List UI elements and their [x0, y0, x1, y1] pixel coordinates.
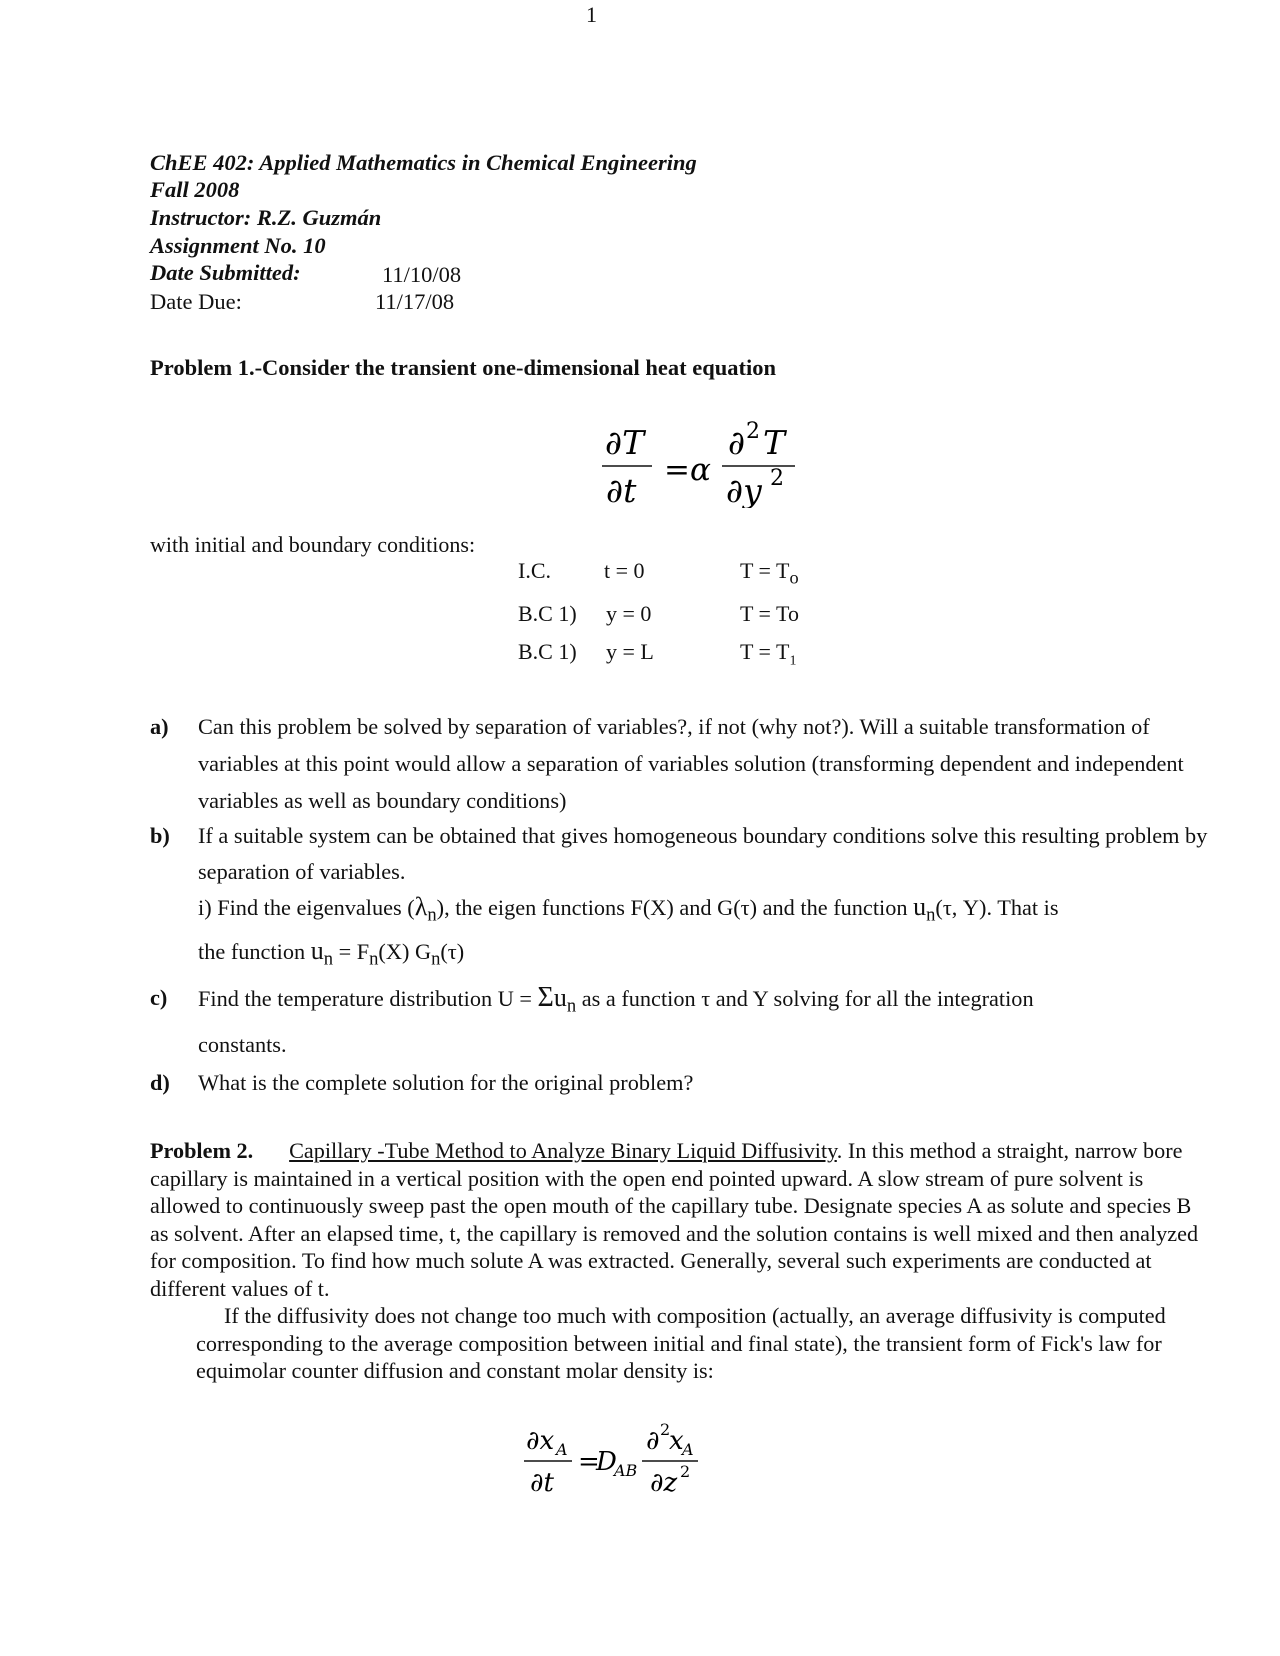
item-b-label: b) — [150, 823, 170, 848]
term: Fall 2008 — [150, 177, 240, 202]
eq1-rhs-denominator: ∂y — [726, 471, 762, 508]
problem-2-title: Problem 2. — [150, 1138, 254, 1163]
ficks-law-equation — [522, 1417, 722, 1497]
date-submitted-value: 11/10/08 — [382, 262, 462, 287]
eq2-rhs-sub: A — [682, 1440, 694, 1459]
eq2-rhs-den-exponent: 2 — [680, 1462, 691, 1481]
item-c — [150, 978, 1210, 1064]
eq2-equals: = — [578, 1447, 600, 1477]
item-c-label: c) — [150, 984, 168, 1010]
eq2-rhs-exponent: 2 — [660, 1420, 671, 1439]
eq2-lhs-denominator: ∂t — [530, 1468, 554, 1497]
bc1-value: T = To — [740, 601, 799, 626]
eq1-rhs-partial: ∂ — [728, 423, 746, 462]
item-b — [150, 818, 1210, 978]
item-a-text: Can this problem be solved by separation of variables?, if not (why not?). Will a suitable transformation of variables at this point would allow a separation of variables solution (transforming dependent and independent variables as well as boundary conditions) — [198, 714, 1184, 813]
problem-2-para1: . In this method a straight, narrow bore capillary is maintained in a vertical position with the open end pointed upward. A slow stream of pure solvent is allowed to continuously sweep past the open mouth of the capillary tube. Designate species A as solute and species B as solvent. After an elapsed time, t, the capillary is removed and the solution contains is well mixed and then analyzed for composition. To find how much solute A was extracted. Generally, several such experiments are conducted at different values of t. — [150, 1138, 1199, 1301]
problem-1-items — [150, 708, 1210, 1101]
item-b-subpart-line2: the function $u_n = F_n(X)$ $G_n(\tau)$ — [198, 936, 465, 970]
eq1-equals-alpha: =α — [664, 452, 711, 488]
course-title: ChEE 402: Applied Mathematics in Chemical Engineering — [150, 150, 697, 175]
item-d-label: d) — [150, 1070, 170, 1096]
ic-where: t = 0 — [604, 558, 645, 583]
eq2-rhs-x: x — [669, 1426, 684, 1456]
assignment-number: Assignment No. 10 — [150, 233, 326, 258]
item-b-subpart: i) Find the eigenvalues $(\lambda_n)$, the eigen functions F(X) and G(τ) and the function $u_n(\tau$, Y). That is — [198, 892, 1059, 926]
date-due-label: Date Due: — [150, 289, 242, 314]
eq1-lhs-denominator: ∂t — [606, 471, 637, 508]
date-submitted-label: Date Submitted: — [150, 260, 301, 285]
item-d — [150, 1064, 1210, 1101]
problem-2-paragraph-1 — [150, 1137, 1210, 1303]
eq2-D: D — [596, 1447, 617, 1477]
item-c-text: Find the temperature distribution $U = \Sigma u_n$ as a function τ and Y solving for all the integration — [198, 981, 1034, 1017]
bc2-value: $T = T_1$ — [740, 639, 797, 669]
eq2-D-sub: AB — [614, 1461, 638, 1480]
item-d-text: What is the complete solution for the original problem? — [198, 1070, 694, 1096]
date-due-value: 11/17/08 — [375, 289, 455, 314]
problem-2-paragraph-2: If the diffusivity does not change too much with composition (actually, an average diffusivity is computed corresponding to the average composition between initial and final state), the transient form of Fick's law for equimolar counter diffusion and constant molar density is: — [196, 1303, 1166, 1384]
heat-equation — [600, 418, 800, 508]
conditions-intro: with initial and boundary conditions: — [150, 532, 476, 557]
ic-label: I.C. — [518, 558, 551, 583]
bc2-label: B.C 1) — [518, 639, 577, 664]
bc1-label: B.C 1) — [518, 601, 577, 626]
item-c-text-line2: constants. — [198, 1032, 287, 1058]
eq1-rhs-den-exponent: 2 — [770, 466, 784, 491]
page-number: 1 — [586, 2, 597, 27]
eq2-lhs-sub: A — [556, 1440, 568, 1459]
eq2-lhs-numerator: ∂x — [526, 1426, 555, 1456]
bc2-where: y = L — [606, 639, 654, 664]
eq2-rhs-denominator: ∂z — [650, 1468, 678, 1497]
instructor: Instructor: R.Z. Guzmán — [150, 205, 382, 230]
eq1-rhs-exponent: 2 — [746, 419, 760, 444]
eq1-rhs-T: T — [763, 423, 786, 462]
eq2-rhs-partial: ∂ — [646, 1426, 660, 1456]
item-a-label: a) — [150, 714, 169, 739]
eq1-lhs-numerator: ∂T — [605, 423, 645, 462]
item-a — [150, 708, 1210, 819]
problem-2-method: Capillary -Tube Method to Analyze Binary Liquid Diffusivity — [289, 1138, 837, 1163]
item-b-text: If a suitable system can be obtained that gives homogeneous boundary conditions solve this resulting problem by separation of variables. — [198, 823, 1208, 884]
ic-value: $T = T_o$ — [740, 558, 799, 588]
problem-1-title: Problem 1.-Consider the transient one-dimensional heat equation — [150, 355, 777, 380]
bc1-where: y = 0 — [606, 601, 652, 626]
